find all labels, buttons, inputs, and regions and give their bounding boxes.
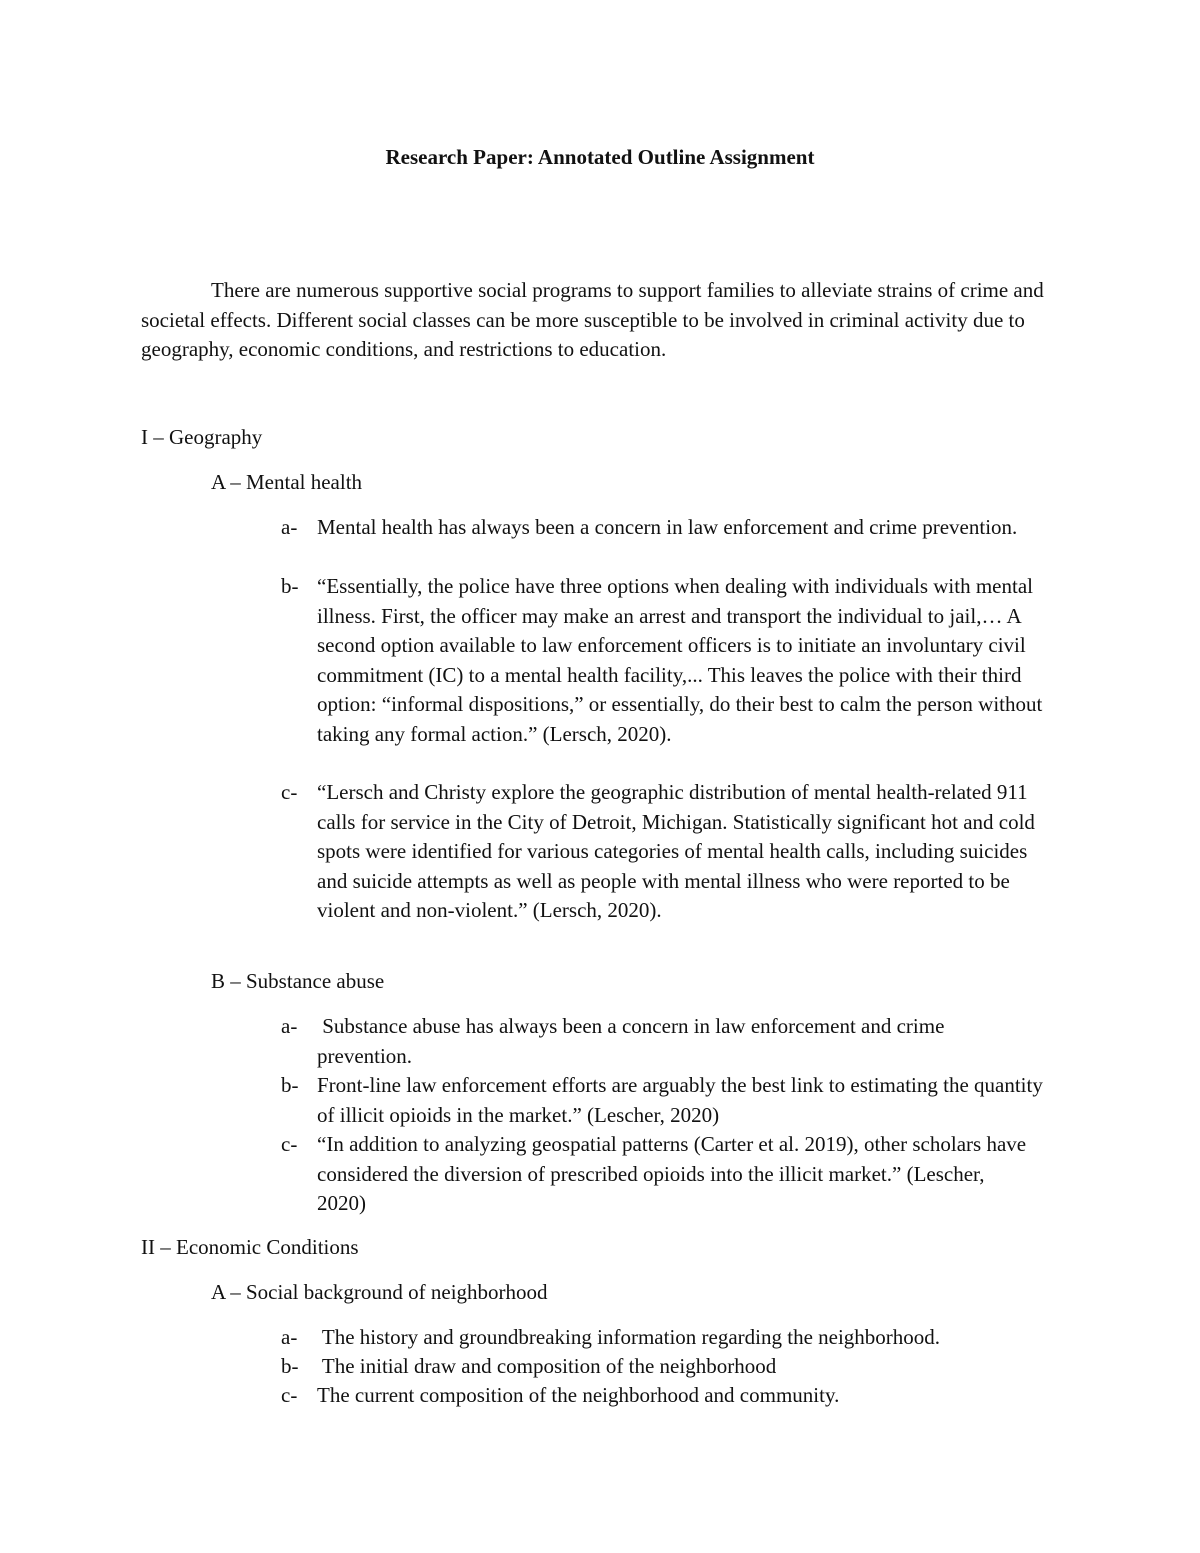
list-item-text: Mental health has always been a concern in law enforcement and crime prevention. bbox=[317, 515, 1018, 539]
list-marker: a- bbox=[281, 1014, 298, 1038]
list-marker: a- bbox=[281, 1325, 298, 1349]
list-marker: a- bbox=[281, 515, 298, 539]
list-marker: b- bbox=[281, 1073, 299, 1097]
list-marker: c- bbox=[281, 780, 298, 804]
list-item bbox=[281, 572, 1061, 749]
list-item bbox=[281, 513, 1061, 543]
document-title: Research Paper: Annotated Outline Assignment bbox=[385, 145, 815, 169]
list-item-text: The current composition of the neighborhood and community. bbox=[317, 1383, 840, 1407]
list-item-text: The initial draw and composition of the neighborhood bbox=[317, 1354, 777, 1378]
list-item bbox=[281, 1323, 1061, 1353]
list-item-text: “Essentially, the police have three options when dealing with individuals with mental illness. First, the officer may make an arrest and transport the individual to jail,… A second option available to law enforcement officers is to initiate an involuntary civil commitment (IC) to a mental health facility,... This leaves the police with their third option: “informal dispositions,” or essentially, do their best to calm the person without taking any formal action.” (Lersch, 2020). bbox=[317, 574, 1043, 746]
subsection-heading-social-background: A – Social background of neighborhood bbox=[211, 1280, 548, 1304]
list-marker: b- bbox=[281, 1354, 299, 1378]
section-heading-economic-conditions: II – Economic Conditions bbox=[141, 1235, 359, 1259]
intro-paragraph: There are numerous supportive social programs to support families to alleviate strains of crime and societal effects. Different social classes can be more susceptible to be involved in criminal activity due to geography, economic conditions, and restrictions to education. bbox=[141, 278, 1044, 361]
section-heading-geography: I – Geography bbox=[141, 425, 263, 449]
subsection-heading-substance-abuse: B – Substance abuse bbox=[211, 969, 385, 993]
subsection-heading-mental-health: A – Mental health bbox=[211, 470, 363, 494]
list-item bbox=[281, 1012, 1061, 1071]
list-item bbox=[281, 1071, 1061, 1130]
list-item bbox=[281, 1130, 1061, 1219]
list-item-text: “Lersch and Christy explore the geographic distribution of mental health-related 911 calls for service in the City of Detroit, Michigan. Statistically significant hot and cold spots were identified for various categories of mental health calls, including suicides and suicide attempts as well as people with mental illness who were reported to be violent and non-violent.” (Lersch, 2020). bbox=[317, 780, 1035, 922]
list-marker: c- bbox=[281, 1132, 298, 1156]
list-item-text: Front-line law enforcement efforts are arguably the best link to estimating the quantity of illicit opioids in the market.” (Lescher, 2020) bbox=[317, 1073, 1043, 1127]
list-item bbox=[281, 1352, 1061, 1382]
list-item bbox=[281, 778, 1061, 926]
list-item bbox=[281, 1381, 1061, 1411]
list-item-text: Substance abuse has always been a concern in law enforcement and crime prevention. bbox=[317, 1014, 950, 1068]
list-item-text: “In addition to analyzing geospatial patterns (Carter et al. 2019), other scholars have considered the diversion of prescribed opioids into the illicit market.” (Lescher, 2020) bbox=[317, 1132, 1027, 1215]
list-item-text: The history and groundbreaking information regarding the neighborhood. bbox=[317, 1325, 941, 1349]
list-marker: b- bbox=[281, 574, 299, 598]
list-marker: c- bbox=[281, 1383, 298, 1407]
